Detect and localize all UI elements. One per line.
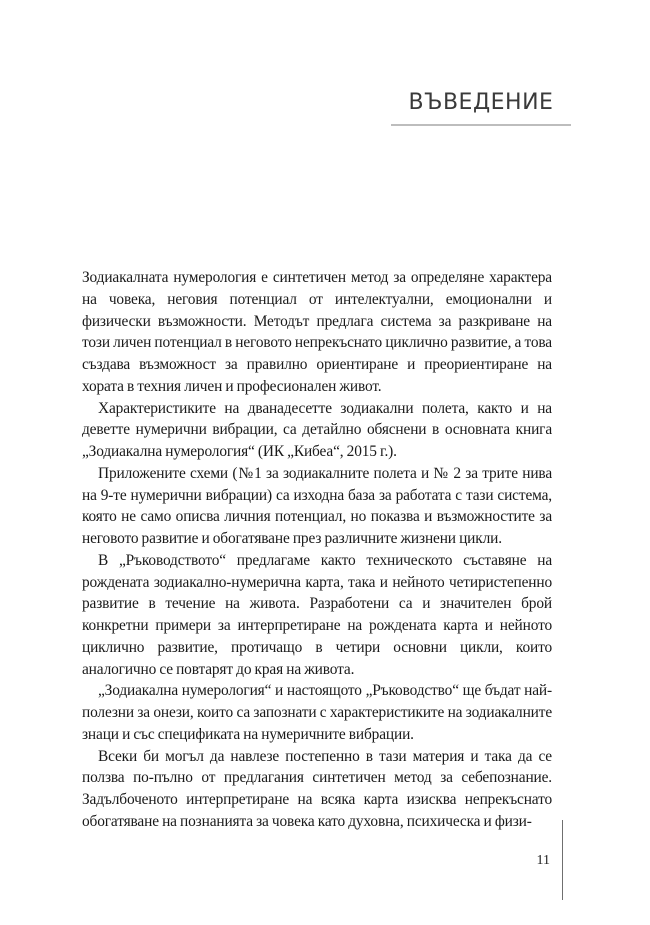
title-underline-rule bbox=[391, 124, 571, 126]
paragraph: В „Ръководството“ предлагаме както техническото съставяне на рождената зодиакално-нумерична карта, така и нейното четиристепенно развитие в течение на живота. Разработени са и значителен брой конкретни примери за интерпретиране на рождената карта и нейното циклично развитие, протичащо в четири основни цикли, които аналогично се повтарят до края на живота. bbox=[82, 551, 552, 678]
chapter-title: ВЪВЕДЕНИЕ bbox=[408, 90, 554, 115]
body-text bbox=[82, 267, 552, 833]
paragraph: „Зодиакална нумерология“ и настоящото „Ръководство“ ще бъдат най-полезни за онези, които са запознати с характеристиките на зодиакалните знаци и със спецификата на нумеричните вибрации. bbox=[82, 682, 552, 743]
paragraph: Всеки би могъл да навлезе постепенно в тази материя и така да се ползва по-пълно от предлагания синтетичен метод за себепознание. Задълбоченото интерпретиране на всяка карта изисква непрекъснато обогатяване на познанията за човека като духовна, психическа и физи- bbox=[82, 747, 552, 830]
paragraph: Зодиакалната нумерология е синтетичен метод за определяне характера на човека, неговия потенциал от интелектуални, емоционални и физически възможности. Методът предлага система за разкриване на този личен потенциал в неговото непрекъснато циклично развитие, а това създава възможност за правилно ориентиране и преориентиране на хората в техния личен и професионален живот. bbox=[82, 269, 552, 395]
paragraph: Характеристиките на дванадесетте зодиакални полета, както и на деветте нумерични вибрации, са детайлно обяснени в основната книга „Зодиакална нумерология“ (ИК „Кибеа“, 2015 г.). bbox=[82, 399, 552, 460]
page-number: 11 bbox=[536, 853, 550, 868]
paragraph: Приложените схеми (№1 за зодиакалните полета и № 2 за трите нива на 9-те нумерични вибрации) са изходна база за работата с тази система, която не само описва личния потенциал, но показва и възможностите за неговото развитие и обогатяване през различните жизнени цикли. bbox=[82, 464, 552, 547]
page-margin-rule bbox=[562, 820, 563, 900]
